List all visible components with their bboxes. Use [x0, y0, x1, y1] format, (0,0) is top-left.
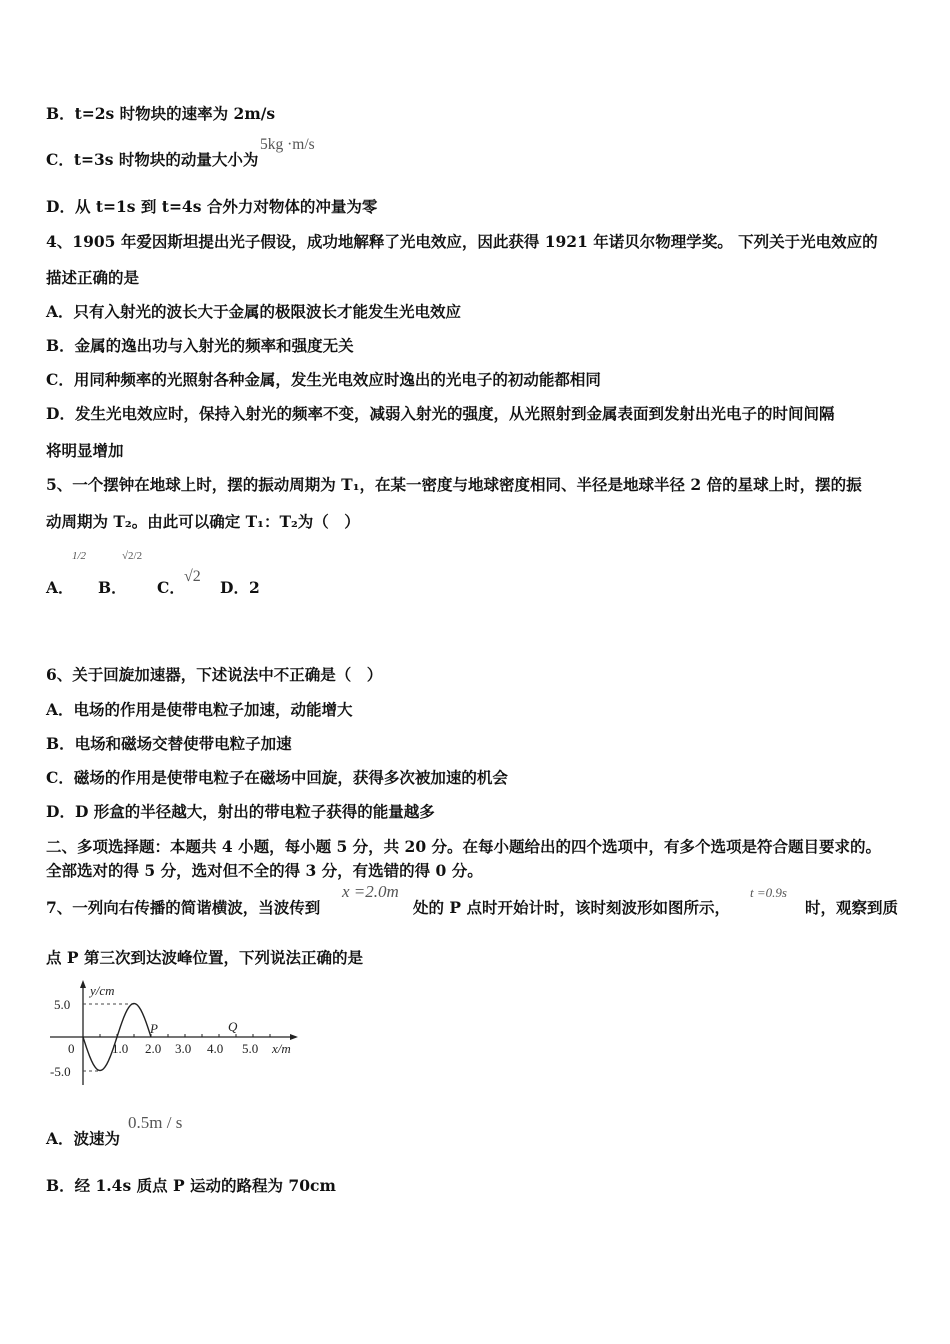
q4-stem-1: 4、1905 年爱因斯坦提出光子假设，成功地解释了光电效应，因此获得 1921 年诺贝尔物理学奖。 下列关于光电效应的	[46, 232, 878, 251]
q5-stem-2: 动周期为 T₂。由此可以确定 T₁：T₂为（ ）	[46, 512, 360, 531]
x-label: x/m	[272, 1041, 291, 1056]
section-heading-2: 全部选对的得 5 分，选对但不全的得 3 分，有选错的得 0 分。	[46, 861, 483, 880]
section-heading-1: 二、多项选择题：本题共 4 小题，每小题 5 分，共 20 分。在每小题给出的四个选项中，有多个选项是符合题目要求的。	[46, 837, 882, 856]
q5-option-b: B．	[98, 578, 127, 597]
q6-option-d: D．D 形盒的半径越大，射出的带电粒子获得的能量越多	[46, 802, 435, 821]
y-tick-neg5: -5.0	[50, 1064, 71, 1079]
x-tick-2: 2.0	[145, 1041, 162, 1056]
y-axis-arrow-icon	[80, 980, 86, 988]
q7-stem-1b: 处的 P 点时开始计时，该时刻波形如图所示，	[413, 898, 730, 917]
x-tick-5: 5.0	[242, 1041, 259, 1056]
q5-option-a: A．	[46, 578, 74, 597]
q6-option-c: C．磁场的作用是使带电粒子在磁场中回旋，获得多次被加速的机会	[46, 768, 508, 787]
q4-option-d-2: 将明显增加	[46, 441, 124, 460]
point-p-label: P	[150, 1021, 158, 1036]
q5-stem-1: 5、一个摆钟在地球上时，摆的振动周期为 T₁，在某一密度与地球密度相同、半径是地球半径 2 倍的星球上时，摆的振	[46, 475, 862, 494]
x-tick-0: 0	[68, 1041, 75, 1056]
q6-stem: 6、关于回旋加速器，下述说法中不正确是（ ）	[46, 665, 383, 684]
q3-option-c: C．t=3s 时物块的动量大小为	[46, 150, 259, 169]
q4-option-c: C．用同种频率的光照射各种金属，发生光电效应时逸出的光电子的初动能都相同	[46, 370, 601, 389]
q7-option-b: B．经 1.4s 质点 P 运动的路程为 70cm	[46, 1176, 336, 1195]
q7-formula-t: t =0.9s	[750, 885, 787, 900]
q7-stem-2: 点 P 第三次到达波峰位置，下列说法正确的是	[46, 948, 363, 967]
x-axis-arrow-icon	[290, 1034, 298, 1040]
q6-option-a: A．电场的作用是使带电粒子加速，动能增大	[46, 700, 353, 719]
q5-a-value: 1/2	[72, 550, 87, 562]
q4-option-a: A．只有入射光的波长大于金属的极限波长才能发生光电效应	[46, 302, 462, 321]
x-tick-3: 3.0	[175, 1041, 192, 1056]
x-tick-1: 1.0	[112, 1041, 129, 1056]
q5-b-value: √2/2	[122, 550, 143, 562]
q3-option-b: B．t=2s 时物块的速率为 2m/s	[46, 104, 276, 123]
q4-stem-2: 描述正确的是	[46, 268, 140, 287]
point-q-label: Q	[228, 1019, 238, 1034]
q7-stem-1a: 7、一列向右传播的简谐横波，当波传到	[46, 898, 321, 917]
q3-option-d: D．从 t=1s 到 t=4s 合外力对物体的冲量为零	[46, 197, 378, 216]
wave-graph	[40, 975, 310, 1090]
q4-option-b: B．金属的逸出功与入射光的频率和强度无关	[46, 336, 354, 355]
q3-c-formula: 5kg ·m/s	[260, 136, 315, 153]
q6-option-b: B．电场和磁场交替使带电粒子加速	[46, 734, 292, 753]
q5-option-d: D．2	[220, 578, 260, 597]
y-label: y/cm	[90, 983, 115, 998]
y-tick-5: 5.0	[54, 997, 71, 1012]
q4-option-d-1: D．发生光电效应时，保持入射光的频率不变，减弱入射光的强度，从光照射到金属表面到发射出光电子的时间间隔	[46, 404, 835, 423]
q7-option-a: A．波速为	[46, 1129, 121, 1148]
q7-a-formula: 0.5m / s	[128, 1113, 183, 1132]
q5-c-value: √2	[184, 568, 201, 585]
q5-option-c: C．	[157, 578, 185, 597]
q7-formula-x: x =2.0m	[342, 882, 399, 901]
x-tick-4: 4.0	[207, 1041, 224, 1056]
q7-stem-1c: 时，观察到质	[805, 898, 899, 917]
